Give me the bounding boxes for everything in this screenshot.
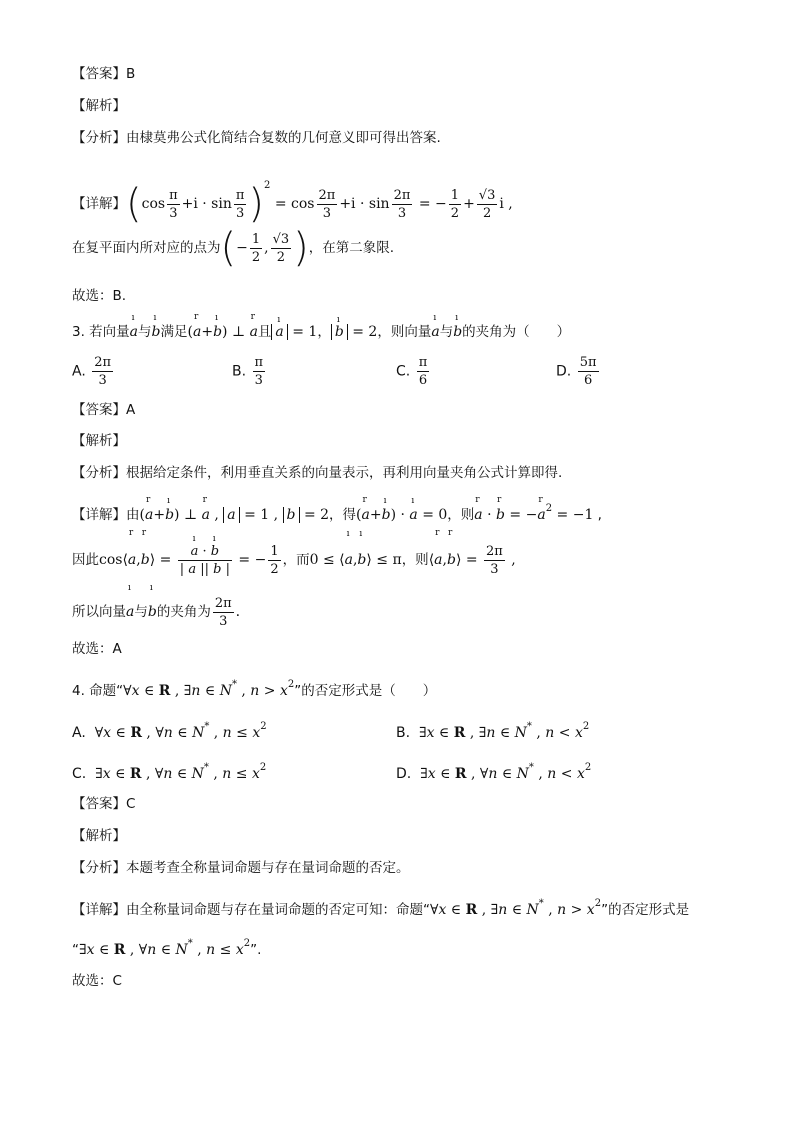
- q3-option-a[interactable]: [72, 354, 115, 389]
- q3-conclusion-line: 所以向量ı a与ı b的夹角为 $\frac{2\pi}{3}$ .: [72, 592, 240, 632]
- q4-choose: 故选：C: [72, 973, 122, 989]
- relation: ≤: [235, 766, 248, 782]
- quantifier-1: ∃: [418, 725, 427, 741]
- q4-stem: 4. 命题“∀x ∈ R , ∃n ∈ N* , $n > x^2$”的否定形式是（ ）: [72, 679, 437, 699]
- option-den: 3: [253, 371, 266, 389]
- relation: ≤: [236, 725, 248, 741]
- detail-tag: 【详解】: [72, 902, 126, 918]
- q3-stem-part: 且: [257, 324, 272, 340]
- option-den: 6: [417, 371, 430, 389]
- point-text-post: ，在第二象限.: [308, 240, 395, 256]
- q3-fenxi-line: [72, 463, 562, 483]
- detail-part: 与: [134, 604, 148, 620]
- quantifier-2: ∀: [154, 766, 164, 782]
- q4-detail-line: 【详解】由全称量词命题与存在量词命题的否定可知：命题“∀x ∈ R , ∃n ∈ N* , $n > x^2$”的否定形式是: [72, 898, 690, 918]
- fenxi-text: 由棣莫弗公式化简结合复数的几何意义即可得出答案.: [126, 130, 441, 146]
- q2-point-line: 在复平面内所对应的点为(− $\frac{1}{2}$ , $\frac{√3}{2}$ )，在第二象限.: [72, 225, 395, 271]
- option-num: 5π: [579, 355, 597, 370]
- q3-stem-part: 与: [439, 324, 454, 340]
- q4-stem-part: ”的否定形式是（ ）: [294, 683, 437, 699]
- q3-stem-part: ，则向量: [377, 324, 432, 340]
- detail-part: 所以向量: [72, 604, 126, 620]
- answer-value: A: [126, 402, 136, 418]
- detail-part: “: [72, 942, 79, 958]
- detail-part: ”.: [250, 942, 262, 958]
- option-label: D.: [556, 363, 572, 380]
- detail-part: ，则: [447, 507, 475, 523]
- q2-detail-line: 【详解】(cos $\frac{\pi}{3}$ +i · sin $\frac{\pi}{3}$ )$^2$ = cos $\frac{2\pi}{3}$ +i · sin $\frac{2\pi}{3}$ = − $\frac{1}{2}$ + $\frac{√3}{2}$ i ,: [72, 180, 513, 227]
- fenxi-tag: 【分析】: [72, 860, 126, 876]
- detail-part: ，而: [282, 552, 310, 568]
- q3-option-c[interactable]: [396, 354, 431, 389]
- q2-analysis-tag: 【解析】: [72, 98, 126, 114]
- q3-analysis-tag: 【解析】: [72, 433, 126, 449]
- fenxi-tag: 【分析】: [72, 465, 126, 481]
- detail-part: 的夹角为: [156, 604, 211, 620]
- option-label: A.: [72, 363, 86, 380]
- option-num: π: [254, 355, 264, 370]
- fenxi-text: 本题考查全称量词命题与存在量词命题的否定。: [126, 860, 410, 876]
- q4-option-a[interactable]: A. ∀x ∈ R , ∀n ∈ N* , $n \le x^2$: [72, 721, 267, 741]
- quantifier-1: ∃: [95, 766, 103, 782]
- option-label: B.: [232, 363, 247, 380]
- q3-choose: 故选：A: [72, 641, 122, 657]
- q3-cos-line: 因此cos⟨r a,r b⟩ = ı $\frac{\text{a · ı b}}{| a || b |}$ = − $\frac{1}{2}$ ，而0 ≤ ⟨ı a,ı b⟩ ≤ π，则⟨r a,r b⟩ = $\frac{2\pi}{3}$ ,: [72, 538, 516, 582]
- q4-detail-line-2: “∃x ∈ R , ∀n ∈ N* , $n \le x^2$”.: [72, 938, 262, 958]
- detail-part: 由: [126, 507, 140, 523]
- answer-tag: 【答案】: [72, 402, 126, 418]
- option-den: 6: [578, 371, 599, 389]
- detail-part: 由全称量词命题与存在量词命题的否定可知：命题“: [126, 902, 430, 918]
- fenxi-tag: 【分析】: [72, 130, 126, 146]
- detail-tag: 【详解】: [72, 196, 126, 212]
- relation: <: [560, 766, 573, 782]
- q2-choose: 故选：B.: [72, 288, 127, 304]
- detail-tag: 【详解】: [72, 507, 126, 523]
- q4-option-b[interactable]: B. ∃x ∈ R , ∃n ∈ N* , $n < x^2$: [396, 721, 590, 741]
- option-label: C.: [72, 766, 87, 782]
- quantifier-1: ∃: [420, 766, 428, 782]
- q3-stem-part: ，: [317, 324, 331, 340]
- q2-answer-line: [72, 64, 135, 84]
- q3-stem-part: 与: [138, 324, 152, 340]
- q3-detail-line: 【详解】由(r a+ı b) ⊥ r a , a = 1 , b = 2，得(r a+ı b) · ı a = 0，则r a · r b = −r $a^2 = -1$ ,: [72, 499, 602, 525]
- answer-tag: 【答案】: [72, 796, 126, 812]
- q3-stem-part: 的夹角为（ ）: [462, 324, 571, 340]
- q3-stem: 3. 若向量ı a与ı b满足(r a+ı b) ⊥ r a且ı a = 1，ı b = 2，则向量ı a与ı b的夹角为（ ）: [72, 322, 570, 342]
- quantifier-2: ∃: [478, 725, 487, 741]
- answer-value: B: [126, 66, 136, 82]
- option-den: 3: [92, 371, 113, 389]
- detail-part: ，则: [401, 552, 429, 568]
- detail-part: ”的否定形式是: [601, 902, 690, 918]
- detail-part: ，得: [329, 507, 357, 523]
- answer-tag: 【答案】: [72, 66, 126, 82]
- quantifier-2: ∀: [479, 766, 489, 782]
- point-text-pre: 在复平面内所对应的点为: [72, 240, 221, 256]
- option-label: A.: [72, 725, 86, 741]
- q4-answer-line: [72, 794, 135, 814]
- option-label: C.: [396, 363, 411, 380]
- q4-fenxi-line: [72, 858, 410, 878]
- q4-option-c[interactable]: C. ∃x ∈ R , ∀n ∈ N* , $n \le x^2$: [72, 762, 267, 782]
- q4-stem-part: 4. 命题“: [72, 683, 124, 699]
- option-num: 2π: [94, 355, 112, 370]
- option-label: D.: [396, 766, 412, 782]
- option-num: π: [418, 355, 428, 370]
- option-label: B.: [396, 725, 411, 741]
- answer-value: C: [126, 796, 136, 812]
- q3-option-b[interactable]: [232, 354, 267, 389]
- q3-stem-part: 3. 若向量: [72, 324, 130, 340]
- q2-fenxi-line: [72, 128, 441, 148]
- q4-analysis-tag: 【解析】: [72, 828, 126, 844]
- fenxi-text: 根据给定条件，利用垂直关系的向量表示，再利用向量夹角公式计算即得.: [126, 465, 563, 481]
- quantifier-2: ∀: [155, 725, 164, 741]
- relation: <: [558, 725, 571, 741]
- q3-stem-part: 满足: [160, 324, 188, 340]
- detail-part: 因此: [72, 552, 99, 568]
- quantifier-1: ∀: [94, 725, 104, 741]
- q3-answer-line: [72, 400, 135, 420]
- q3-option-d[interactable]: [556, 354, 601, 389]
- q4-option-d[interactable]: D. ∃x ∈ R , ∀n ∈ N* , $n < x^2$: [396, 762, 592, 782]
